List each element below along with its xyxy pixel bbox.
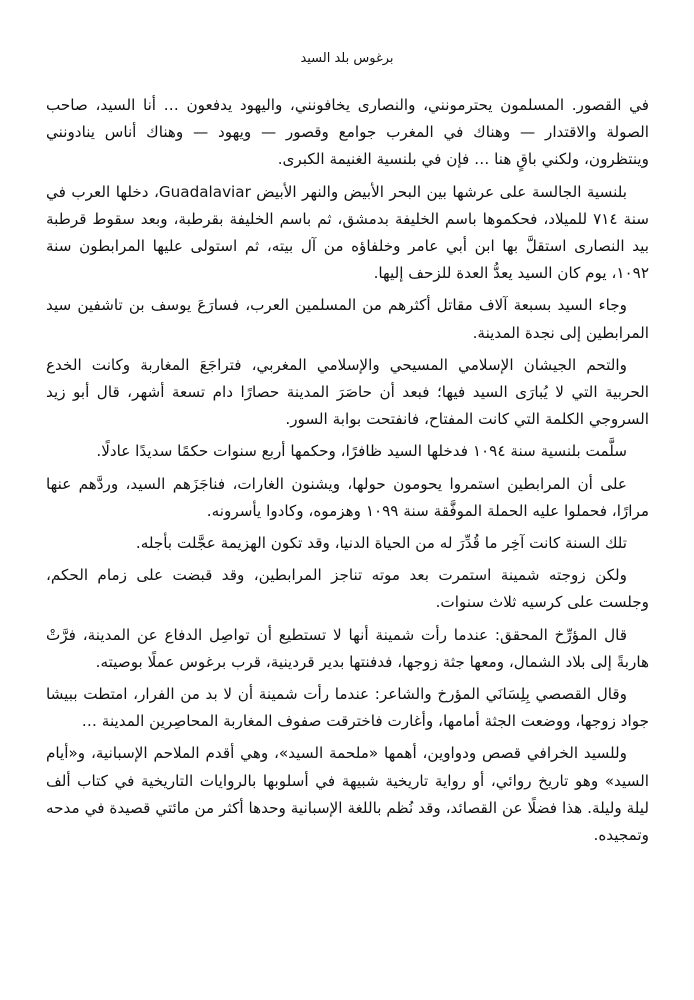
paragraph: ولكن زوجته شمينة استمرت بعد موته تناجز المرابطين، وقد قبضت على زمام الحكم، وجلست على كرسيه ثلاث سنوات. — [46, 566, 649, 612]
body-text — [46, 92, 649, 854]
paragraph: سلَّمت بلنسية سنة ١٠٩٤ فدخلها السيد ظافرًا، وحكمها أربع سنوات حكمًا سديدًا عادلًا. — [96, 442, 627, 461]
paragraph: قال المؤرِّخ المحقق: عندما رأت شمينة أنها لا تستطيع أن تواصِل الدفاع عن المدينة، فرَّتْ هاربةً إلى بلاد الشمال، ومعها جثة زوجها، فدفنتها بدير قردينية، قرب برغوس عملًا بوصيته. — [46, 625, 649, 671]
paragraph: وللسيد الخرافي قصص ودواوين، أهمها «ملحمة السيد»، وهي أقدم الملاحم الإسبانية، و«أيام السيد» وهو تاريخ روائي، أو رواية تاريخية شبيهة في أسلوبها بالروايات التاريخية في كتاب ألف ليلة وليلة. هذا فضلًا عن القصائد، وقد نُظم باللغة الإسبانية وحدها أكثر من مائتي قصيدة في مدحه وتمجيده. — [46, 744, 649, 845]
paragraph: بلنسية الجالسة على عرشها بين البحر الأبيض والنهر الأبيض Guadalaviar، دخلها العرب في سنة ٧١٤ للميلاد، فحكموها باسم الخليفة بدمشق، ثم باسم الخليفة بقرطبة، وبعد سقوط قرطبة بيد النصارى استقلَّ بها ابن أبي عامر وخلفاؤه من آل بيته، ثم استولى عليها المرابطون سنة ١٠٩٢، يوم كان السيد يعدُّ العدة للزحف إليها. — [46, 182, 650, 283]
paragraph: في القصور. المسلمون يحترمونني، والنصارى يخافونني، واليهود يدفعون … أنا السيد، صاحب الصولة والاقتدار — وهناك في المغرب جوامع وقصور — ويهود — وهناك أناس ينادونني وينتظرون، ولكني باقٍ هنا … فإن في بلنسية الغنيمة الكبرى. — [46, 96, 649, 169]
paragraph: تلك السنة كانت آخِر ما قُدِّرَ له من الحياة الدنيا، وقد تكون الهزيمة عجَّلت بأجله. — [135, 534, 627, 553]
paragraph: وقال القصصي بِلِسَانَي المؤرخ والشاعر: عندما رأت شمينة أن لا بد من الفرار، امتطت ببيشا جواد زوجها، ووضعت الجثة أمامها، وأغارت فاخترقت صفوف المغاربة المحاصِرين المدينة … — [46, 685, 649, 731]
running-header-title: برغوس بلد السيد — [300, 51, 394, 66]
paragraph: على أن المرابطين استمروا يحومون حولها، ويشنون الغارات، فناجَزَهم السيد، وردَّهم عنها مرارًا، فحملوا عليه الحملة الموفَّقة سنة ١٠٩٩ وهزموه، وكادوا يأسرونه. — [46, 474, 649, 520]
paragraph: والتحم الجيشان الإسلامي المسيحي والإسلامي المغربي، فتراجَعَ المغاربة وكانت الخدع الحربية التي لا يُبارَى السيد فيها؛ فبعد أن حاصَرَ المدينة حصارًا دام تسعة أشهر، قال أبو زيد السروجي الكلمة التي كانت المفتاح، فانفتحت بوابة السور. — [46, 355, 649, 429]
paragraph: وجاء السيد بسبعة آلاف مقاتل أكثرهم من المسلمين العرب، فسارَعَ يوسف بن تاشفين سيد المرابطين إلى نجدة المدينة. — [46, 296, 649, 342]
